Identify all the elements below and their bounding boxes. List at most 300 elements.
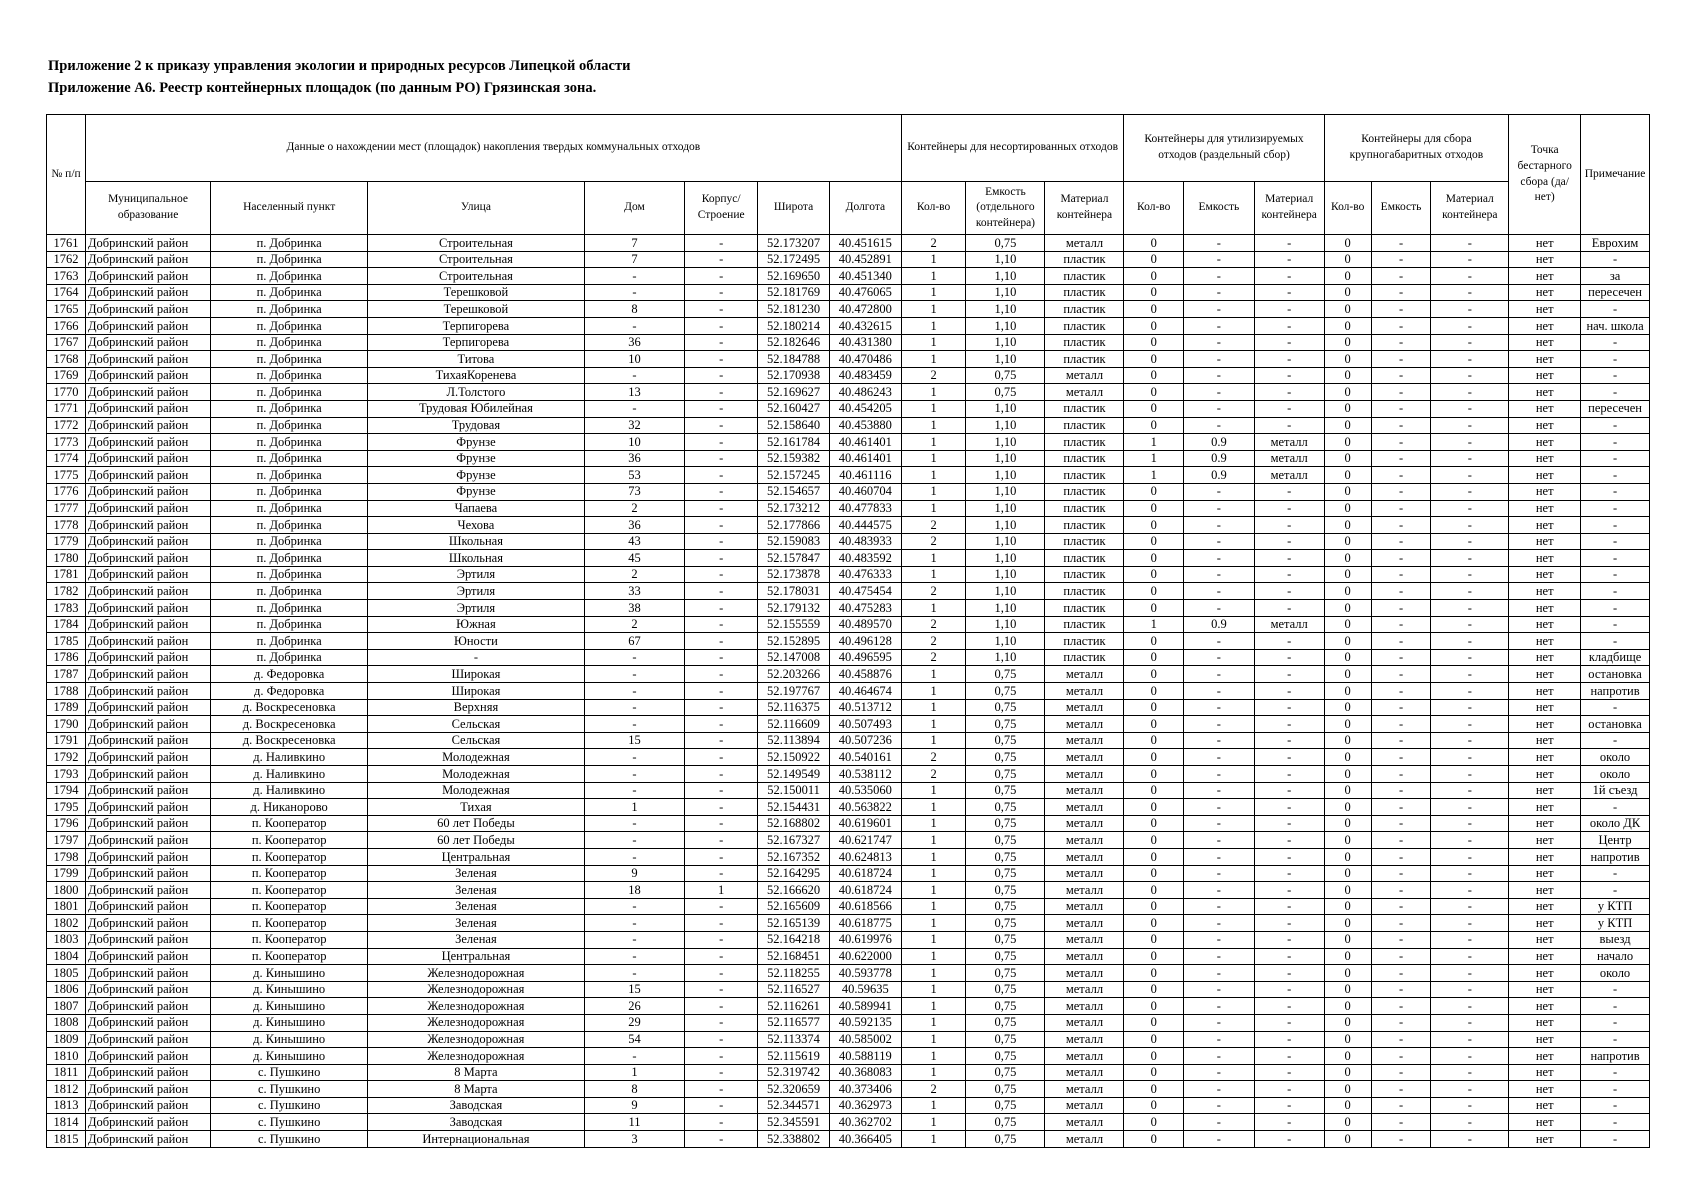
bulky-count-cell: 0 (1324, 616, 1371, 633)
bulky-capacity-cell: - (1371, 981, 1431, 998)
recycled-count-cell: 0 (1124, 566, 1184, 583)
table-row (47, 334, 1650, 351)
recycled-material-cell: - (1254, 500, 1324, 517)
bezt-cell: нет (1509, 616, 1581, 633)
building-cell: - (685, 1064, 758, 1081)
recycled-capacity-cell: - (1183, 683, 1254, 700)
unsorted-count-cell: 1 (901, 799, 966, 816)
unsorted-capacity-cell: 0,75 (966, 832, 1045, 849)
recycled-capacity-cell: 0.9 (1183, 616, 1254, 633)
bezt-cell: нет (1509, 898, 1581, 915)
num-cell: 1784 (47, 616, 86, 633)
bulky-capacity-cell: - (1371, 351, 1431, 368)
bulky-material-cell: - (1431, 533, 1509, 550)
bulky-material-cell: - (1431, 948, 1509, 965)
note-cell: у КТП (1581, 898, 1650, 915)
unsorted-material-cell: металл (1045, 898, 1124, 915)
house-cell: 13 (584, 384, 685, 401)
unsorted-count-cell: 1 (901, 384, 966, 401)
bulky-material-cell: - (1431, 616, 1509, 633)
unsorted-material-cell: металл (1045, 981, 1124, 998)
bulky-count-cell: 0 (1324, 417, 1371, 434)
recycled-count-cell: 0 (1124, 649, 1184, 666)
recycled-material-cell: - (1254, 1081, 1324, 1098)
num-cell: 1803 (47, 931, 86, 948)
settlement-cell: п. Добринка (211, 450, 368, 467)
unsorted-count-cell: 1 (901, 483, 966, 500)
unsorted-count-cell: 1 (901, 732, 966, 749)
bulky-count-cell: 0 (1324, 483, 1371, 500)
unsorted-count-cell: 1 (901, 317, 966, 334)
unsorted-count-cell: 2 (901, 749, 966, 766)
recycled-count-cell: 0 (1124, 683, 1184, 700)
street-cell: Центральная (368, 848, 585, 865)
bulky-capacity-cell: - (1371, 500, 1431, 517)
bulky-capacity-cell: - (1371, 649, 1431, 666)
latitude-cell: 52.116375 (758, 699, 830, 716)
house-cell: 36 (584, 334, 685, 351)
table-row (47, 749, 1650, 766)
settlement-cell: д. Воскресеновка (211, 732, 368, 749)
building-cell: - (685, 649, 758, 666)
recycled-count-cell: 0 (1124, 268, 1184, 285)
unsorted-count-cell: 2 (901, 633, 966, 650)
longitude-cell: 40.453880 (829, 417, 901, 434)
unsorted-material-cell: металл (1045, 732, 1124, 749)
recycled-material-cell: - (1254, 1014, 1324, 1031)
unsorted-capacity-cell: 1,10 (966, 550, 1045, 567)
longitude-cell: 40.618775 (829, 915, 901, 932)
table-row (47, 268, 1650, 285)
house-cell: 7 (584, 235, 685, 252)
note-cell: - (1581, 434, 1650, 451)
num-cell: 1808 (47, 1014, 86, 1031)
municipality-cell: Добринский район (85, 699, 210, 716)
unsorted-count-cell: 1 (901, 915, 966, 932)
unsorted-material-cell: пластик (1045, 600, 1124, 617)
street-cell: Эртиля (368, 583, 585, 600)
street-cell: - (368, 649, 585, 666)
settlement-cell: п. Добринка (211, 483, 368, 500)
note-cell: у КТП (1581, 915, 1650, 932)
num-cell: 1785 (47, 633, 86, 650)
num-cell: 1788 (47, 683, 86, 700)
unsorted-capacity-cell: 1,10 (966, 334, 1045, 351)
table-row (47, 566, 1650, 583)
note-cell: около (1581, 766, 1650, 783)
note-cell: - (1581, 998, 1650, 1015)
street-cell: Заводская (368, 1114, 585, 1131)
latitude-cell: 52.338802 (758, 1131, 830, 1148)
unsorted-capacity-cell: 1,10 (966, 400, 1045, 417)
unsorted-capacity-cell: 1,10 (966, 483, 1045, 500)
settlement-cell: с. Пушкино (211, 1064, 368, 1081)
header-bezt: Точка бестарного сбора (да/нет) (1509, 115, 1581, 235)
bezt-cell: нет (1509, 566, 1581, 583)
longitude-cell: 40.535060 (829, 782, 901, 799)
note-cell: пересечен (1581, 284, 1650, 301)
street-cell: Школьная (368, 533, 585, 550)
longitude-cell: 40.461401 (829, 434, 901, 451)
bulky-material-cell: - (1431, 434, 1509, 451)
bezt-cell: нет (1509, 931, 1581, 948)
num-cell: 1798 (47, 848, 86, 865)
unsorted-count-cell: 1 (901, 251, 966, 268)
recycled-count-cell: 0 (1124, 832, 1184, 849)
unsorted-capacity-cell: 1,10 (966, 434, 1045, 451)
bezt-cell: нет (1509, 683, 1581, 700)
bulky-capacity-cell: - (1371, 301, 1431, 318)
note-cell: - (1581, 799, 1650, 816)
street-cell: Железнодорожная (368, 1014, 585, 1031)
unsorted-capacity-cell: 1,10 (966, 600, 1045, 617)
settlement-cell: д. Воскресеновка (211, 716, 368, 733)
longitude-cell: 40.619976 (829, 931, 901, 948)
recycled-count-cell: 0 (1124, 882, 1184, 899)
bulky-material-cell: - (1431, 600, 1509, 617)
municipality-cell: Добринский район (85, 235, 210, 252)
unsorted-count-cell: 1 (901, 998, 966, 1015)
house-cell: 9 (584, 865, 685, 882)
note-cell: нач. школа (1581, 317, 1650, 334)
unsorted-count-cell: 1 (901, 683, 966, 700)
municipality-cell: Добринский район (85, 384, 210, 401)
street-cell: Интернациональная (368, 1131, 585, 1148)
unsorted-material-cell: металл (1045, 1031, 1124, 1048)
num-cell: 1765 (47, 301, 86, 318)
recycled-count-cell: 0 (1124, 915, 1184, 932)
longitude-cell: 40.470486 (829, 351, 901, 368)
bezt-cell: нет (1509, 517, 1581, 534)
header-note: Примечание (1581, 115, 1650, 235)
settlement-cell: д. Наливкино (211, 782, 368, 799)
building-cell: - (685, 467, 758, 484)
unsorted-count-cell: 2 (901, 517, 966, 534)
bulky-capacity-cell: - (1371, 965, 1431, 982)
bulky-material-cell: - (1431, 915, 1509, 932)
bulky-count-cell: 0 (1324, 898, 1371, 915)
settlement-cell: д. Воскресеновка (211, 699, 368, 716)
longitude-cell: 40.618566 (829, 898, 901, 915)
bezt-cell: нет (1509, 384, 1581, 401)
unsorted-count-cell: 1 (901, 600, 966, 617)
unsorted-count-cell: 2 (901, 1081, 966, 1098)
recycled-material-cell: - (1254, 483, 1324, 500)
recycled-count-cell: 0 (1124, 483, 1184, 500)
bulky-capacity-cell: - (1371, 367, 1431, 384)
recycled-count-cell: 0 (1124, 1014, 1184, 1031)
house-cell: - (584, 749, 685, 766)
municipality-cell: Добринский район (85, 649, 210, 666)
latitude-cell: 52.166620 (758, 882, 830, 899)
bulky-material-cell: - (1431, 882, 1509, 899)
recycled-capacity-cell: - (1183, 517, 1254, 534)
municipality-cell: Добринский район (85, 931, 210, 948)
bezt-cell: нет (1509, 649, 1581, 666)
unsorted-count-cell: 1 (901, 1014, 966, 1031)
unsorted-material-cell: металл (1045, 766, 1124, 783)
unsorted-material-cell: металл (1045, 1097, 1124, 1114)
bulky-capacity-cell: - (1371, 251, 1431, 268)
latitude-cell: 52.164218 (758, 931, 830, 948)
recycled-count-cell: 0 (1124, 251, 1184, 268)
bulky-capacity-cell: - (1371, 799, 1431, 816)
settlement-cell: п. Добринка (211, 533, 368, 550)
recycled-count-cell: 0 (1124, 931, 1184, 948)
unsorted-material-cell: металл (1045, 367, 1124, 384)
unsorted-material-cell: пластик (1045, 417, 1124, 434)
recycled-count-cell: 0 (1124, 384, 1184, 401)
settlement-cell: п. Добринка (211, 317, 368, 334)
recycled-material-cell: - (1254, 367, 1324, 384)
bulky-count-cell: 0 (1324, 931, 1371, 948)
longitude-cell: 40.454205 (829, 400, 901, 417)
table-row (47, 633, 1650, 650)
settlement-cell: п. Добринка (211, 616, 368, 633)
note-cell: - (1581, 1031, 1650, 1048)
unsorted-capacity-cell: 0,75 (966, 981, 1045, 998)
street-cell: Молодежная (368, 749, 585, 766)
table-row (47, 400, 1650, 417)
num-cell: 1782 (47, 583, 86, 600)
recycled-count-cell: 0 (1124, 948, 1184, 965)
recycled-capacity-cell: - (1183, 649, 1254, 666)
recycled-material-cell: - (1254, 799, 1324, 816)
header-bulky-capacity: Емкость (1371, 182, 1431, 235)
building-cell: - (685, 334, 758, 351)
house-cell: 10 (584, 434, 685, 451)
unsorted-count-cell: 1 (901, 865, 966, 882)
municipality-cell: Добринский район (85, 799, 210, 816)
bulky-count-cell: 0 (1324, 782, 1371, 799)
longitude-cell: 40.59635 (829, 981, 901, 998)
municipality-cell: Добринский район (85, 915, 210, 932)
recycled-count-cell: 0 (1124, 898, 1184, 915)
bulky-capacity-cell: - (1371, 1064, 1431, 1081)
note-cell: напротив (1581, 848, 1650, 865)
bulky-count-cell: 0 (1324, 334, 1371, 351)
bulky-material-cell: - (1431, 815, 1509, 832)
unsorted-capacity-cell: 0,75 (966, 931, 1045, 948)
recycled-count-cell: 0 (1124, 500, 1184, 517)
note-cell: выезд (1581, 931, 1650, 948)
building-cell: - (685, 1097, 758, 1114)
unsorted-material-cell: металл (1045, 948, 1124, 965)
bulky-capacity-cell: - (1371, 467, 1431, 484)
recycled-count-cell: 0 (1124, 417, 1184, 434)
house-cell: - (584, 268, 685, 285)
num-cell: 1768 (47, 351, 86, 368)
recycled-capacity-cell: - (1183, 268, 1254, 285)
recycled-material-cell: - (1254, 965, 1324, 982)
unsorted-count-cell: 1 (901, 284, 966, 301)
unsorted-count-cell: 2 (901, 583, 966, 600)
bezt-cell: нет (1509, 317, 1581, 334)
table-row (47, 716, 1650, 733)
building-cell: - (685, 583, 758, 600)
header-recycled-capacity: Емкость (1183, 182, 1254, 235)
latitude-cell: 52.177866 (758, 517, 830, 534)
recycled-material-cell: - (1254, 384, 1324, 401)
street-cell: Фрунзе (368, 483, 585, 500)
street-cell: Чехова (368, 517, 585, 534)
building-cell: - (685, 948, 758, 965)
bulky-count-cell: 0 (1324, 1081, 1371, 1098)
bulky-count-cell: 0 (1324, 517, 1371, 534)
longitude-cell: 40.366405 (829, 1131, 901, 1148)
latitude-cell: 52.181230 (758, 301, 830, 318)
longitude-cell: 40.475283 (829, 600, 901, 617)
street-cell: Железнодорожная (368, 965, 585, 982)
unsorted-material-cell: пластик (1045, 268, 1124, 285)
bezt-cell: нет (1509, 1114, 1581, 1131)
num-cell: 1773 (47, 434, 86, 451)
house-cell: 15 (584, 981, 685, 998)
municipality-cell: Добринский район (85, 1097, 210, 1114)
street-cell: Широкая (368, 666, 585, 683)
unsorted-capacity-cell: 1,10 (966, 566, 1045, 583)
settlement-cell: п. Добринка (211, 284, 368, 301)
building-cell: - (685, 500, 758, 517)
house-cell: 38 (584, 600, 685, 617)
unsorted-material-cell: металл (1045, 666, 1124, 683)
header-group-bulky: Контейнеры для сбора крупногабаритных отходов (1324, 115, 1509, 182)
recycled-count-cell: 0 (1124, 1064, 1184, 1081)
unsorted-capacity-cell: 1,10 (966, 583, 1045, 600)
unsorted-material-cell: металл (1045, 1081, 1124, 1098)
recycled-count-cell: 0 (1124, 699, 1184, 716)
note-cell: - (1581, 1131, 1650, 1148)
longitude-cell: 40.452891 (829, 251, 901, 268)
house-cell: 45 (584, 550, 685, 567)
recycled-capacity-cell: - (1183, 351, 1254, 368)
bulky-material-cell: - (1431, 334, 1509, 351)
longitude-cell: 40.461401 (829, 450, 901, 467)
bulky-count-cell: 0 (1324, 633, 1371, 650)
bezt-cell: нет (1509, 965, 1581, 982)
recycled-capacity-cell: 0.9 (1183, 450, 1254, 467)
note-cell: - (1581, 566, 1650, 583)
note-cell: за (1581, 268, 1650, 285)
recycled-count-cell: 1 (1124, 467, 1184, 484)
note-cell: - (1581, 483, 1650, 500)
unsorted-material-cell: металл (1045, 1048, 1124, 1065)
house-cell: - (584, 915, 685, 932)
note-cell: около ДК (1581, 815, 1650, 832)
num-cell: 1794 (47, 782, 86, 799)
table-row (47, 898, 1650, 915)
unsorted-material-cell: пластик (1045, 550, 1124, 567)
note-cell: - (1581, 1097, 1650, 1114)
header-unsorted-count: Кол-во (901, 182, 966, 235)
header-unsorted-capacity: Емкость (отдельного контейнера) (966, 182, 1045, 235)
municipality-cell: Добринский район (85, 400, 210, 417)
bulky-capacity-cell: - (1371, 533, 1431, 550)
municipality-cell: Добринский район (85, 351, 210, 368)
house-cell: 8 (584, 301, 685, 318)
street-cell: 60 лет Победы (368, 815, 585, 832)
bulky-capacity-cell: - (1371, 583, 1431, 600)
longitude-cell: 40.458876 (829, 666, 901, 683)
unsorted-capacity-cell: 0,75 (966, 749, 1045, 766)
header-settlement: Населенный пункт (211, 182, 368, 235)
recycled-material-cell: - (1254, 334, 1324, 351)
recycled-capacity-cell: - (1183, 766, 1254, 783)
municipality-cell: Добринский район (85, 1114, 210, 1131)
longitude-cell: 40.431380 (829, 334, 901, 351)
recycled-count-cell: 0 (1124, 1081, 1184, 1098)
note-cell: - (1581, 600, 1650, 617)
table-row (47, 533, 1650, 550)
unsorted-material-cell: пластик (1045, 284, 1124, 301)
bulky-material-cell: - (1431, 1081, 1509, 1098)
recycled-count-cell: 0 (1124, 583, 1184, 600)
street-cell: Зеленая (368, 865, 585, 882)
recycled-capacity-cell: - (1183, 1097, 1254, 1114)
settlement-cell: п. Кооператор (211, 882, 368, 899)
bulky-count-cell: 0 (1324, 600, 1371, 617)
settlement-cell: п. Кооператор (211, 848, 368, 865)
note-cell: 1й съезд (1581, 782, 1650, 799)
street-cell: Центральная (368, 948, 585, 965)
latitude-cell: 52.150922 (758, 749, 830, 766)
table-row (47, 450, 1650, 467)
unsorted-material-cell: металл (1045, 848, 1124, 865)
unsorted-count-cell: 2 (901, 766, 966, 783)
house-cell: - (584, 317, 685, 334)
recycled-count-cell: 1 (1124, 434, 1184, 451)
unsorted-capacity-cell: 1,10 (966, 351, 1045, 368)
table-row (47, 467, 1650, 484)
house-cell: 53 (584, 467, 685, 484)
municipality-cell: Добринский район (85, 268, 210, 285)
recycled-count-cell: 0 (1124, 517, 1184, 534)
latitude-cell: 52.173878 (758, 566, 830, 583)
latitude-cell: 52.169650 (758, 268, 830, 285)
municipality-cell: Добринский район (85, 1014, 210, 1031)
unsorted-count-cell: 1 (901, 815, 966, 832)
bezt-cell: нет (1509, 799, 1581, 816)
settlement-cell: п. Добринка (211, 550, 368, 567)
building-cell: - (685, 799, 758, 816)
settlement-cell: п. Добринка (211, 434, 368, 451)
street-cell: Терпигорева (368, 334, 585, 351)
table-row (47, 517, 1650, 534)
building-cell: - (685, 417, 758, 434)
unsorted-count-cell: 1 (901, 1031, 966, 1048)
bulky-capacity-cell: - (1371, 898, 1431, 915)
recycled-count-cell: 0 (1124, 865, 1184, 882)
table-row (47, 500, 1650, 517)
note-cell: - (1581, 616, 1650, 633)
bulky-material-cell: - (1431, 931, 1509, 948)
street-cell: Л.Толстого (368, 384, 585, 401)
unsorted-material-cell: пластик (1045, 583, 1124, 600)
unsorted-material-cell: металл (1045, 882, 1124, 899)
settlement-cell: п. Добринка (211, 301, 368, 318)
recycled-capacity-cell: - (1183, 1131, 1254, 1148)
house-cell: 3 (584, 1131, 685, 1148)
bulky-material-cell: - (1431, 898, 1509, 915)
note-cell: - (1581, 417, 1650, 434)
table-row (47, 782, 1650, 799)
unsorted-capacity-cell: 0,75 (966, 1064, 1045, 1081)
municipality-cell: Добринский район (85, 848, 210, 865)
recycled-capacity-cell: - (1183, 699, 1254, 716)
note-cell: напротив (1581, 1048, 1650, 1065)
building-cell: - (685, 981, 758, 998)
bezt-cell: нет (1509, 284, 1581, 301)
